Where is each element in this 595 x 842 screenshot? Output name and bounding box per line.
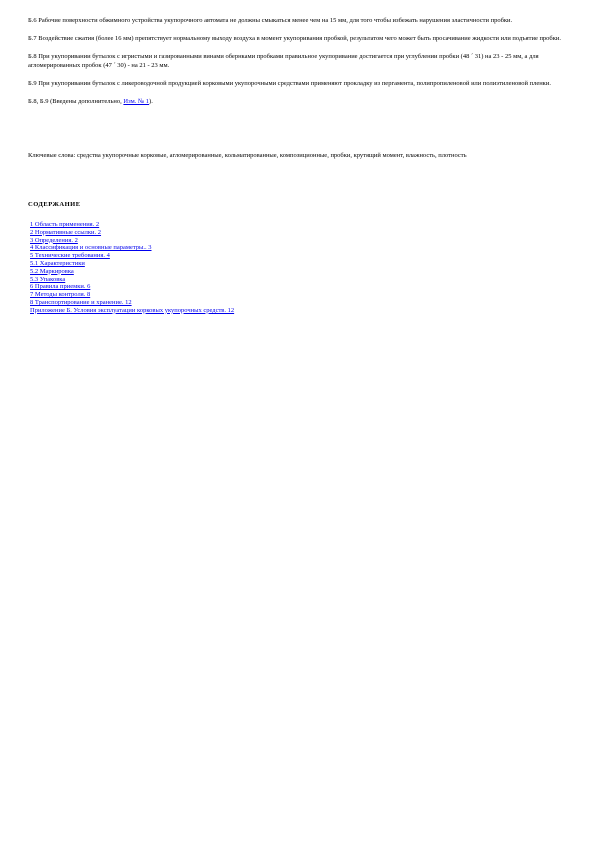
amendment-note bbox=[28, 97, 568, 106]
toc-link-definitions[interactable]: 3 Определения. 2 bbox=[30, 236, 78, 244]
toc-item bbox=[30, 260, 568, 268]
toc-item bbox=[30, 291, 568, 299]
toc-link-packaging[interactable]: 5.3 Упаковка bbox=[30, 275, 66, 283]
table-of-contents bbox=[28, 221, 568, 315]
toc-item bbox=[30, 276, 568, 284]
toc-link-characteristics[interactable]: 5.1 Характеристики bbox=[30, 259, 85, 267]
toc-link-transport-storage[interactable]: 8 Транспортирование и хранение. 12 bbox=[30, 298, 132, 306]
amendment-note-prefix: Б.8, Б.9 (Введены дополнительно, bbox=[28, 98, 124, 105]
toc-item bbox=[30, 229, 568, 237]
toc-link-appendix-b[interactable]: Приложение Б. Условия эксплуатации корковых укупорочных средств. 12 bbox=[30, 306, 235, 314]
toc-item bbox=[30, 299, 568, 307]
paragraph-b7: Б.7 Воздействие сжатия (более 16 мм) препятствует нормальному выходу воздуха в момент укупоривания пробкой, результатом чего может быть просачивание жидкости или подъятие пробки. bbox=[28, 35, 561, 42]
amendment-link[interactable]: Изм. № 1 bbox=[123, 98, 150, 105]
toc-item bbox=[30, 252, 568, 260]
toc-item bbox=[30, 221, 568, 229]
toc-link-technical-requirements[interactable]: 5 Технические требования. 4 bbox=[30, 252, 110, 260]
toc-link-normative-references[interactable]: 2 Нормативные ссылки. 2 bbox=[30, 228, 102, 236]
toc-link-classification[interactable]: 4 Классификация и основные параметры.. 3 bbox=[30, 244, 152, 252]
toc-item bbox=[30, 307, 568, 315]
toc-item bbox=[30, 283, 568, 291]
toc-item bbox=[30, 244, 568, 252]
toc-link-test-methods[interactable]: 7 Методы контроля. 8 bbox=[30, 291, 91, 299]
paragraph-b6: Б.6 Рабочие поверхности обжимного устройства укупорочного автомата не должны смыкаться менее чем на 15 мм, для того чтобы избежать нарушения эластичности пробки. bbox=[28, 17, 513, 24]
toc-item bbox=[30, 268, 568, 276]
toc-link-scope[interactable]: 1 Область применения. 2 bbox=[30, 221, 100, 228]
document-page bbox=[28, 16, 568, 315]
keywords-paragraph: Ключевые слова: средства укупорочные корковые, агломерированные, кольматированные, композиционные, пробки, крутящий момент, влажность, плотность bbox=[28, 152, 467, 159]
paragraph-b8: Б.8 При укупоривании бутылок с игристыми и газированными винами обернками пробками правильное укупоривание достигается при углублении пробки (48 ´ 31) на 23 - 25 мм, а для агломерированных пробок (47 ´ 30) - на 21 - 23 мм. bbox=[28, 53, 539, 69]
toc-link-acceptance-rules[interactable]: 6 Правила приемки. 6 bbox=[30, 283, 91, 291]
toc-item bbox=[30, 237, 568, 245]
amendment-note-suffix: ). bbox=[149, 98, 153, 105]
paragraph-b9: Б.9 При укупоривании бутылок с ликероводочной продукцией корковыми укупорочными средствами применяют прокладку из пергамента, полипропиленовой или полиэтиленовой пленки. bbox=[28, 80, 551, 87]
toc-heading: СОДЕРЖАНИЕ bbox=[28, 201, 81, 208]
toc-link-marking[interactable]: 5.2 Маркировка bbox=[30, 267, 74, 275]
